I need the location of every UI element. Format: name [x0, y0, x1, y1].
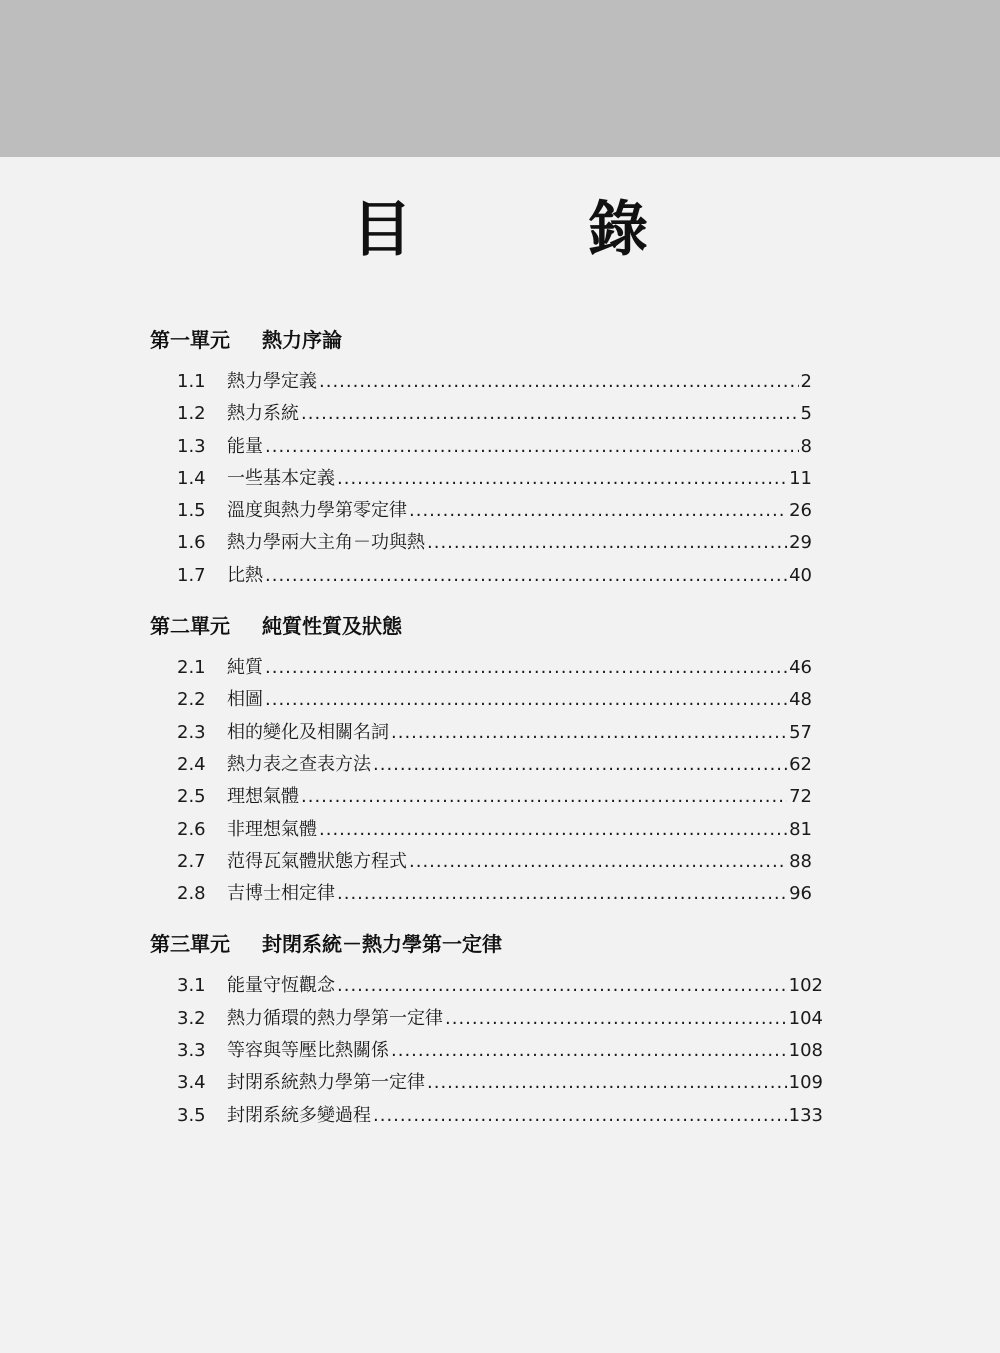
dot-leader: [409, 495, 787, 527]
dot-leader: [445, 1003, 787, 1035]
dot-leader: [391, 717, 787, 749]
toc-entry[interactable]: [150, 398, 812, 430]
entry-title: 熱力循環的熱力學第一定律: [227, 1007, 443, 1029]
dot-leader: [301, 398, 799, 430]
entry-page: 2: [800, 371, 812, 392]
entry-number: 1.3: [177, 435, 206, 457]
entry-page: 96: [789, 883, 812, 905]
entry-page: 102: [788, 975, 823, 997]
dot-leader: [265, 652, 787, 684]
toc-entry[interactable]: [150, 431, 812, 463]
entry-number: 2.4: [177, 753, 206, 775]
entry-list: [150, 652, 812, 910]
unit-name: 封閉系統－熱力學第一定律: [262, 932, 502, 957]
entry-number: 3.3: [177, 1040, 206, 1062]
entry-page: 8: [800, 435, 812, 457]
entry-number: 1.4: [177, 467, 206, 489]
entry-number: 3.5: [177, 1104, 206, 1126]
entry-page: 62: [789, 753, 812, 775]
toc-entry[interactable]: [150, 846, 812, 878]
unit-name: 熱力序論: [262, 328, 342, 352]
toc-entry[interactable]: [150, 878, 812, 910]
entry-number: 3.2: [177, 1007, 206, 1029]
entry-title: 能量守恆觀念: [227, 975, 335, 997]
toc-entry[interactable]: [150, 652, 812, 684]
entry-title: 熱力表之查表方法: [227, 753, 371, 775]
entry-title: 相的變化及相關名詞: [227, 721, 389, 743]
unit-label: 第二單元: [150, 614, 230, 639]
dot-leader: [265, 431, 799, 463]
entry-title: 純質: [227, 657, 263, 679]
entry-page: 48: [789, 689, 812, 711]
entry-title: 相圖: [227, 689, 263, 711]
entry-title: 等容與等壓比熱關係: [227, 1040, 389, 1062]
entry-page: 29: [789, 532, 812, 554]
toc-entry[interactable]: [150, 1003, 823, 1035]
toc-entry[interactable]: [150, 970, 823, 1002]
unit-heading: [150, 604, 830, 648]
toc-entry[interactable]: [150, 1100, 823, 1132]
entry-number: 2.8: [177, 883, 206, 905]
entry-page: 46: [789, 657, 812, 679]
unit-heading: [150, 318, 830, 362]
entry-number: 2.7: [177, 850, 206, 872]
unit-section: [150, 318, 830, 592]
entry-number: 2.1: [177, 657, 206, 679]
entry-number: 1.1: [177, 371, 206, 392]
entry-page: 104: [788, 1007, 823, 1029]
entry-title: 非理想氣體: [227, 818, 317, 840]
dot-leader: [337, 463, 787, 495]
unit-heading: [150, 922, 830, 966]
toc-entry[interactable]: [150, 1067, 823, 1099]
dot-leader: [373, 1100, 787, 1132]
toc-entry[interactable]: [150, 684, 812, 716]
toc-entry[interactable]: [150, 1035, 823, 1067]
dot-leader: [319, 366, 799, 398]
toc-entry[interactable]: [150, 781, 812, 813]
entry-number: 1.6: [177, 532, 206, 554]
entry-page: 11: [789, 467, 812, 489]
dot-leader: [427, 1067, 787, 1099]
entry-title: 理想氣體: [227, 786, 299, 808]
entry-number: 2.5: [177, 786, 206, 808]
dot-leader: [337, 878, 787, 910]
toc-entry[interactable]: [150, 560, 812, 592]
entry-page: 108: [788, 1040, 823, 1062]
dot-leader: [391, 1035, 787, 1067]
header-band: [0, 0, 1000, 157]
dot-leader: [373, 749, 787, 781]
unit-name: 純質性質及狀態: [262, 614, 402, 639]
entry-page: 88: [789, 850, 812, 872]
toc-entry[interactable]: [150, 527, 812, 559]
entry-title: 比熱: [227, 564, 263, 586]
entry-page: 72: [789, 786, 812, 808]
entry-title: 能量: [227, 435, 263, 457]
dot-leader: [301, 781, 787, 813]
dot-leader: [265, 560, 787, 592]
toc-entry[interactable]: [150, 463, 812, 495]
dot-leader: [427, 527, 787, 559]
toc-entry[interactable]: [150, 814, 812, 846]
entry-title: 封閉系統熱力學第一定律: [227, 1072, 425, 1094]
dot-leader: [409, 846, 787, 878]
entry-title: 熱力系統: [227, 403, 299, 425]
entry-list: [150, 970, 823, 1131]
entry-number: 2.6: [177, 818, 206, 840]
entry-number: 3.4: [177, 1072, 206, 1094]
entry-page: 57: [789, 721, 812, 743]
toc-entry[interactable]: [150, 717, 812, 749]
unit-label: 第一單元: [150, 328, 230, 352]
entry-title: 熱力學兩大主角－功與熱: [227, 532, 425, 554]
table-of-contents: [150, 318, 830, 1144]
entry-title: 熱力學定義: [227, 371, 317, 392]
dot-leader: [319, 814, 787, 846]
entry-title: 范得瓦氣體狀態方程式: [227, 850, 407, 872]
entry-number: 1.5: [177, 500, 206, 522]
entry-number: 1.2: [177, 403, 206, 425]
unit-section: [150, 604, 830, 910]
entry-number: 2.2: [177, 689, 206, 711]
entry-page: 81: [789, 818, 812, 840]
entry-page: 133: [788, 1104, 823, 1126]
unit-label: 第三單元: [150, 932, 230, 957]
entry-number: 1.7: [177, 564, 206, 586]
entry-title: 溫度與熱力學第零定律: [227, 500, 407, 522]
dot-leader: [265, 684, 787, 716]
dot-leader: [337, 970, 787, 1002]
entry-number: 2.3: [177, 721, 206, 743]
entry-page: 40: [789, 564, 812, 586]
entry-number: 3.1: [177, 975, 206, 997]
entry-page: 109: [788, 1072, 823, 1094]
entry-page: 5: [800, 403, 812, 425]
entry-list: [150, 366, 812, 592]
toc-entry[interactable]: [150, 749, 812, 781]
toc-entry[interactable]: [150, 495, 812, 527]
toc-entry[interactable]: [150, 366, 812, 398]
unit-section: [150, 922, 830, 1131]
page-title: 目 錄: [352, 195, 706, 265]
entry-page: 26: [789, 500, 812, 522]
entry-title: 一些基本定義: [227, 467, 335, 489]
entry-title: 吉博士相定律: [227, 883, 335, 905]
entry-title: 封閉系統多變過程: [227, 1104, 371, 1126]
